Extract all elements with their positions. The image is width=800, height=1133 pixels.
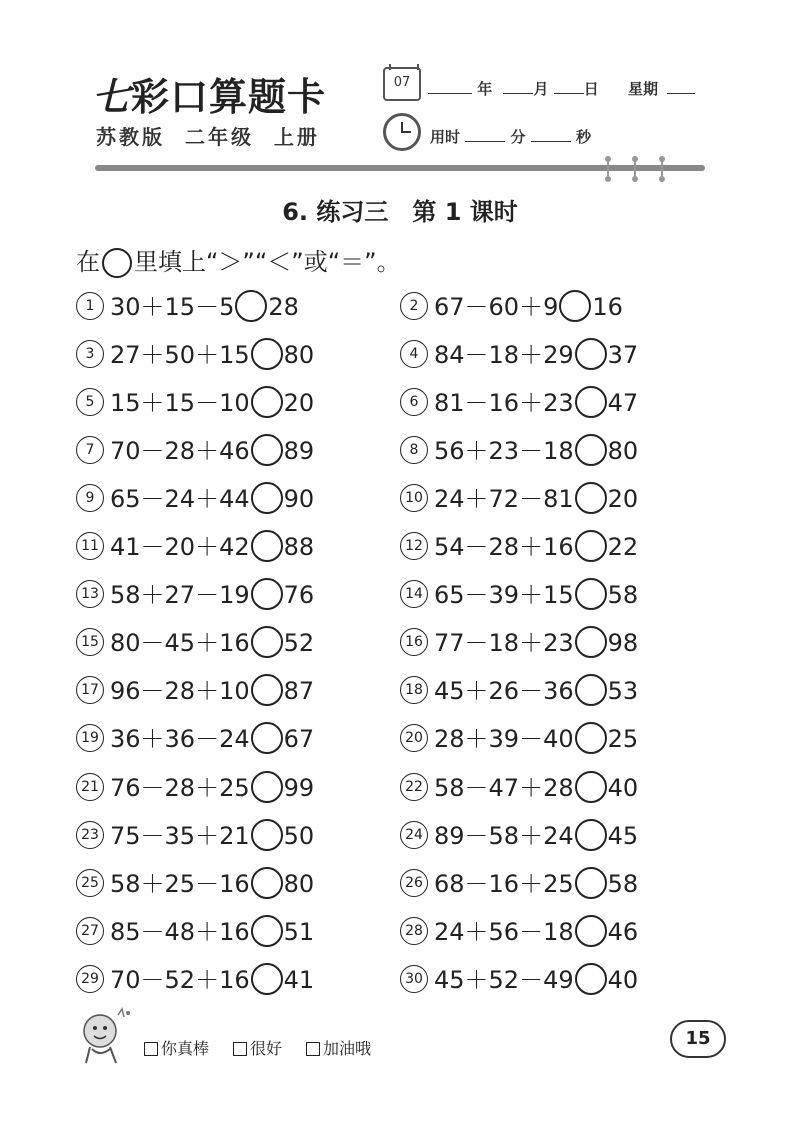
problem-value: 51 [283,917,315,946]
problem-item [76,722,314,756]
answer-circle[interactable] [251,722,283,754]
answer-circle[interactable] [575,578,607,610]
answer-circle[interactable] [251,771,283,803]
answer-circle[interactable] [251,674,283,706]
problem-value: 20 [607,485,639,514]
problem-expression: 58－47＋28 [434,773,574,802]
problem-expression: 96－28＋10 [110,677,250,706]
problem-item [76,819,314,853]
binder-peg [632,156,638,182]
problem-value: 45 [607,821,639,850]
answer-circle[interactable] [251,915,283,947]
problem-expression: 81－16＋23 [434,389,574,418]
problem-item [76,626,314,660]
problem-number: 30 [400,965,428,993]
month-label: 月 [533,80,549,98]
problem-item [400,867,638,901]
problem-number: 23 [76,821,104,849]
month-blank[interactable] [503,92,533,94]
problem-number: 18 [400,676,428,704]
problem-value: 80 [283,341,315,370]
answer-circle[interactable] [251,963,283,995]
problem-number: 21 [76,773,104,801]
problem-item [400,434,638,468]
problem-number: 12 [400,532,428,560]
problem-expression: 24＋72－81 [434,485,574,514]
answer-circle[interactable] [575,915,607,947]
problem-value: 16 [592,293,623,321]
problem-item [76,434,314,468]
problem-value: 87 [283,677,315,706]
header-divider [95,165,705,171]
problem-number: 8 [400,436,428,464]
problem-number: 15 [76,628,104,656]
checkbox[interactable] [306,1042,320,1056]
problem-item [400,386,638,420]
problem-item [400,674,638,708]
eval-label: 加油哦 [323,1039,372,1058]
problem-number: 2 [400,292,428,320]
problem-value: 20 [283,389,315,418]
answer-circle[interactable] [575,771,607,803]
checkbox[interactable] [144,1042,158,1056]
problem-expression: 70－52＋16 [110,965,250,994]
day-blank[interactable] [554,92,584,94]
problem-item [76,963,314,997]
problem-item [400,626,638,660]
problem-number: 29 [76,965,104,993]
problem-value: 25 [607,725,639,754]
eval-option-keep-going[interactable] [306,1036,371,1059]
binder-peg [605,156,611,182]
problem-item [76,386,314,420]
problem-number: 19 [76,724,104,752]
problem-expression: 45＋26－36 [434,677,574,706]
brand-logo-first-char: 七 [92,74,132,119]
problem-value: 80 [607,437,639,466]
problem-expression: 58＋25－16 [110,869,250,898]
day-label: 日 [583,80,599,98]
problem-value: 80 [283,869,315,898]
problem-expression: 15＋15－10 [110,389,250,418]
problem-expression: 41－20＋42 [110,533,250,562]
problem-number: 7 [76,436,104,464]
weekday-blank[interactable] [667,92,695,94]
problem-number: 28 [400,917,428,945]
answer-circle[interactable] [575,867,607,899]
problem-value: 50 [283,821,315,850]
problem-expression: 65－39＋15 [434,581,574,610]
problem-expression: 65－24＋44 [110,485,250,514]
problem-value: 67 [283,725,315,754]
problem-expression: 54－28＋16 [434,533,574,562]
problem-expression: 58＋27－19 [110,581,250,610]
problem-item [76,482,314,516]
year-blank[interactable] [428,92,472,94]
answer-circle[interactable] [559,290,591,322]
problem-value: 89 [283,437,315,466]
problem-expression: 24＋56－18 [434,917,574,946]
answer-circle[interactable] [575,963,607,995]
problem-number: 25 [76,869,104,897]
problem-value: 76 [283,581,315,610]
problem-expression: 30＋15－5 [110,293,235,321]
problem-expression: 89－58＋24 [434,821,574,850]
problem-item [400,819,638,853]
problem-expression: 70－28＋46 [110,437,250,466]
answer-circle[interactable] [575,482,607,514]
problem-value: 41 [283,965,315,994]
minutes-blank[interactable] [465,140,505,142]
seconds-label: 秒 [575,128,591,146]
problem-number: 22 [400,773,428,801]
answer-circle[interactable] [575,386,607,418]
problem-value: 52 [283,629,315,658]
problem-value: 46 [607,917,639,946]
problem-number: 16 [400,628,428,656]
problem-number: 17 [76,676,104,704]
problem-number: 1 [76,292,104,320]
problem-value: 99 [283,773,315,802]
problem-number: 10 [400,484,428,512]
eval-label: 很好 [250,1039,283,1058]
answer-circle[interactable] [251,867,283,899]
answer-circle[interactable] [251,819,283,851]
answer-circle[interactable] [575,722,607,754]
problem-number: 5 [76,388,104,416]
problem-item [400,530,638,564]
problem-item [76,338,314,372]
eval-label: 你真棒 [161,1039,210,1058]
problem-value: 40 [607,965,639,994]
problem-item [76,578,314,612]
eval-option-great[interactable] [144,1036,209,1059]
instruction-before: 在 [76,248,100,276]
problem-number: 13 [76,580,104,608]
problem-number: 14 [400,580,428,608]
page-number: 15 [670,1020,726,1058]
problem-number: 3 [76,340,104,368]
problem-expression: 84－18＋29 [434,341,574,370]
instruction-after: 里填上“＞”“＜”或“＝”。 [134,248,401,276]
problem-expression: 27＋50＋15 [110,341,250,370]
answer-circle[interactable] [575,338,607,370]
problem-expression: 75－35＋21 [110,821,250,850]
answer-circle[interactable] [575,530,607,562]
answer-circle[interactable] [251,530,283,562]
problem-value: 53 [607,677,639,706]
problem-value: 58 [607,869,639,898]
answer-circle[interactable] [251,386,283,418]
answer-circle[interactable] [251,578,283,610]
problem-value: 22 [607,533,639,562]
problem-item [400,722,638,756]
problem-item [400,290,623,324]
problem-value: 47 [607,389,639,418]
problem-item [400,915,638,949]
brand-logo-rest: 彩口算题卡 [131,75,327,119]
clock-icon [383,113,421,151]
problem-item [400,338,638,372]
problem-value: 98 [607,629,639,658]
checkbox[interactable] [233,1042,247,1056]
answer-circle[interactable] [251,434,283,466]
answer-circle[interactable] [575,819,607,851]
problem-expression: 80－45＋16 [110,629,250,658]
problem-expression: 45＋52－49 [434,965,574,994]
problem-expression: 56＋23－18 [434,437,574,466]
lesson-title: 6. 练习三 第 1 课时 [282,198,518,226]
problem-expression: 28＋39－40 [434,725,574,754]
time-fields [430,126,591,147]
problem-number: 6 [400,388,428,416]
problem-number: 24 [400,821,428,849]
problem-item [76,674,314,708]
problem-number: 26 [400,869,428,897]
problem-expression: 85－48＋16 [110,917,250,946]
answer-circle[interactable] [251,482,283,514]
problem-value: 88 [283,533,315,562]
mascot-icon [70,1005,140,1070]
problem-expression: 68－16＋25 [434,869,574,898]
problem-expression: 36＋36－24 [110,725,250,754]
problem-expression: 76－28＋25 [110,773,250,802]
problem-item [400,963,638,997]
calendar-icon [383,67,421,101]
problem-item [76,290,299,324]
year-label: 年 [477,80,493,98]
problem-item [400,771,638,805]
problem-number: 9 [76,484,104,512]
problem-item [76,530,314,564]
calendar-number: 07 [393,75,411,90]
answer-circle[interactable] [575,434,607,466]
problem-item [76,915,314,949]
problem-value: 28 [268,293,299,321]
problem-expression: 67－60＋9 [434,293,559,321]
problem-number: 27 [76,917,104,945]
answer-circle[interactable] [575,674,607,706]
seconds-blank[interactable] [531,140,571,142]
problem-number: 11 [76,532,104,560]
circle-symbol [102,248,132,278]
instruction [76,242,401,278]
problem-number: 20 [400,724,428,752]
problem-item [76,771,314,805]
time-used-label: 用时 [430,128,461,146]
minutes-label: 分 [510,128,526,146]
answer-circle[interactable] [251,626,283,658]
problem-value: 58 [607,581,639,610]
problem-value: 90 [283,485,315,514]
eval-option-good[interactable] [233,1036,282,1059]
date-fields [428,78,695,99]
problem-value: 37 [607,341,639,370]
edition-subtitle: 苏教版 二年级 上册 [96,125,320,149]
binder-peg [659,156,665,182]
weekday-label: 星期 [627,80,658,98]
answer-circle[interactable] [575,626,607,658]
problem-expression: 77－18＋23 [434,629,574,658]
problem-item [400,578,638,612]
answer-circle[interactable] [251,338,283,370]
problem-item [76,867,314,901]
answer-circle[interactable] [235,290,267,322]
problem-item [400,482,638,516]
problem-number: 4 [400,340,428,368]
brand-logo [92,66,326,121]
problem-value: 40 [607,773,639,802]
